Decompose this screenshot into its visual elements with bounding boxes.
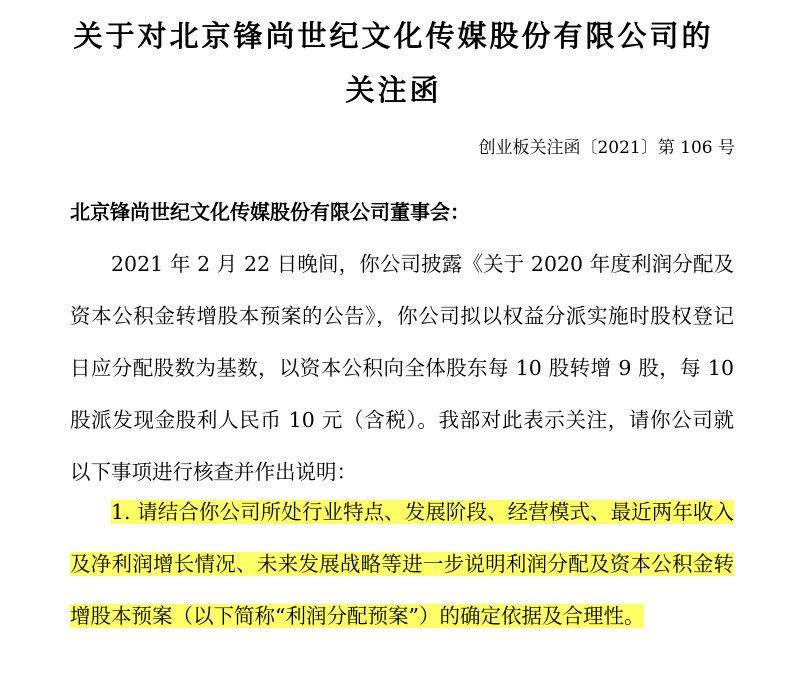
item-1-number: 1. [111, 500, 131, 524]
item-1-highlight [70, 500, 734, 628]
document-title-line2: 关注函 [345, 73, 442, 107]
item-1-text: 请结合你公司所处行业特点、发展阶段、经营模式、最近两年收入及净利润增长情况、未来发展战略等进一步说明利润分配及资本公积金转增股本预案（以下简称“利润分配预案”）的确定依据及合理性。 [70, 500, 734, 628]
item-1-paragraph [70, 486, 734, 642]
document-number: 创业板关注函〔2021〕第 106 号 [478, 138, 735, 158]
document-title-line1: 关于对北京锋尚世纪文化传媒股份有限公司的 [73, 19, 714, 53]
intro-paragraph: 2021 年 2 月 22 日晚间，你公司披露《关于 2020 年度利润分配及资本公积金转增股本预案的公告》，你公司拟以权益分派实施时股权登记日应分配股数为基数，以资本公积向全体股东每 10 股转增 9 股，每 10 股派发现金股利人民币 10 元（含税）。我部对此表示关注，请你公司就以下事项进行核查并作出说明： [70, 252, 734, 484]
addressee: 北京锋尚世纪文化传媒股份有限公司董事会： [70, 200, 470, 224]
